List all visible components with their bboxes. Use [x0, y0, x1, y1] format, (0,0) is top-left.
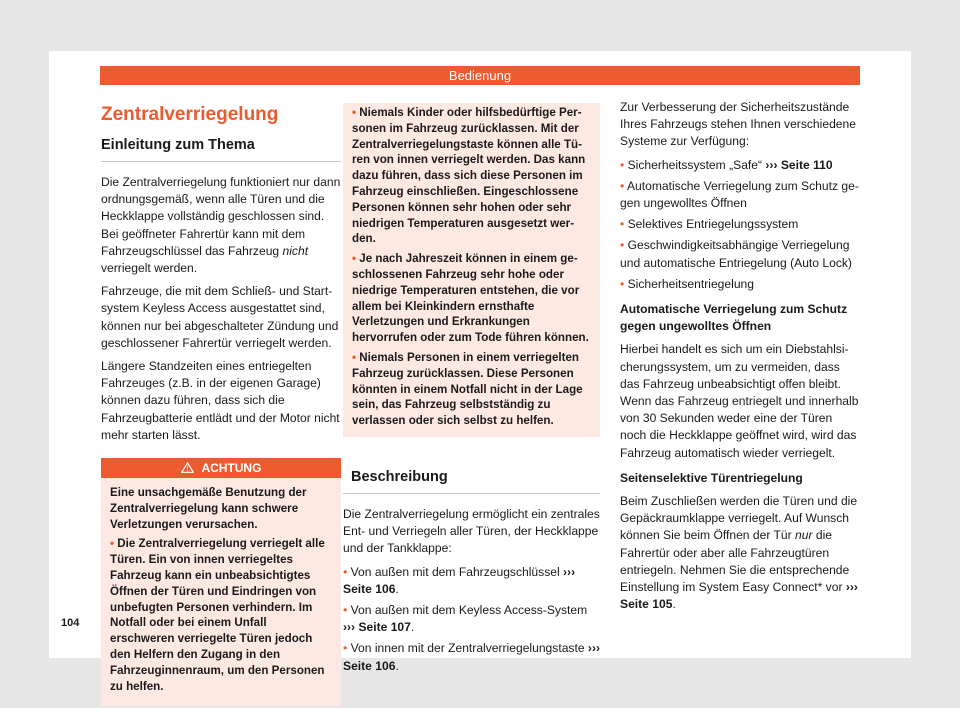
- bullet-icon: •: [620, 238, 628, 253]
- column-right: [620, 99, 860, 619]
- warning-continuation: [343, 103, 600, 437]
- warning-item: • Je nach Jahreszeit können in einem geschlossenen Fahrzeug sehr hohe oder niedrige Temperaturen entstehen, die vor allem bei Kleinkindern ernsthafte Verletzungen und Erkrankungen hervorrufen oder zum Tode führen können.: [352, 252, 589, 345]
- list-item: • Selektives Entriegelungssystem: [620, 217, 799, 232]
- subheading: Automatische Verriegelung zum Schutz gegen ungewolltes Öffnen: [620, 302, 848, 334]
- paragraph: Fahrzeuge, die mit dem Schließ- und Startsystem Keyless Access ausgestattet sind, können nur bei abgeschalteter Zündung und geschlossener Fahrertür verriegelt werden.: [101, 284, 339, 350]
- paragraph: Die Zentralverriegelung funktioniert nur dann ordnungsgemäß, wenn alle Türen und die Heckklappe vollständig geschlossen sind. Bei geöffneter Fahrertür kann mit dem Fahrzeugschlüssel das Fahrzeug nicht verriegelt werden.: [101, 175, 341, 276]
- page-reference[interactable]: ››› Seite 105: [620, 580, 858, 612]
- warning-item: • Die Zentralverriegelung verriegelt alle Türen. Ein von innen verriegeltes Fahrzeug kann ein unbeabsichtigtes Öffnen der Türen und Eindringen von unbefugten Personen verhindern. Im Notfall oder bei einem Unfall erschweren verriegelte Türen jedoch den Helfern den Zugang in den Fahrzeuginnenraum, um den Personen zu helfen.: [110, 537, 325, 693]
- warning-intro: Eine unsachgemäße Benutzung der Zentralverriegelung kann schwere Verletzungen verursachen.: [110, 486, 307, 531]
- bullet-icon: •: [110, 537, 118, 551]
- paragraph: Beim Zuschließen werden die Türen und die Gepäckraumklappe verriegelt. Auf Wunsch können Sie beim Öffnen der Tür nur die Fahrertür oder aber alle Fahrzeugtüren entriegeln. Nehmen Sie die entsprechende Einstellung im System Easy Connect* vor ››› Seite 105.: [620, 494, 858, 612]
- list-item: • Sicherheitsentriegelung: [620, 276, 755, 291]
- bullet-icon: •: [620, 217, 628, 232]
- column-left: [101, 103, 341, 706]
- page: [49, 51, 911, 693]
- page-reference[interactable]: ››› Seite 110: [765, 157, 833, 172]
- bullet-icon: •: [352, 252, 360, 266]
- paragraph: Die Zentralverriegelung ermöglicht ein zentrales Ent- und Verriegeln aller Türen, der Heckklappe und der Tankklappe:: [343, 506, 600, 556]
- list-item: • Von außen mit dem Fahrzeugschlüssel ››› Seite 106.: [343, 564, 576, 596]
- section-heading-beschreibung: Beschreibung: [343, 467, 600, 494]
- bullet-icon: •: [343, 602, 351, 617]
- page-reference[interactable]: ››› Seite 106: [343, 641, 601, 673]
- warning-body: [101, 478, 341, 706]
- bullet-icon: •: [620, 276, 628, 291]
- page-reference[interactable]: ››› Seite 107: [343, 620, 411, 635]
- warning-box: [101, 458, 341, 706]
- paragraph: Hierbei handelt es sich um ein Diebstahlsicherungssystem, um zu vermeiden, dass das Fahrzeug unbeabsichtigt offen bleibt. Wenn das Fahrzeug entriegelt und innerhalb von 30 Sekunden weder eine der Türen noch die Heckklappe geöffnet wird, wird das Fahrzeug automatisch wieder verriegelt.: [620, 342, 859, 460]
- warning-item: • Niemals Personen in einem verriegelten Fahrzeug zurücklassen. Diese Personen könnten in einem Notfall nicht in der Lage sein, das Fahrzeug selbstständig zu verlassen oder sich selbst zu helfen.: [352, 350, 583, 428]
- bullet-icon: •: [352, 350, 360, 364]
- page-reference[interactable]: ››› Seite 106: [343, 564, 576, 596]
- bullet-icon: •: [620, 178, 627, 193]
- section-heading-intro: Einleitung zum Thema: [101, 135, 341, 162]
- warning-header: [101, 458, 341, 478]
- list-item: • Von innen mit der Zentralverriegelungstaste ››› Seite 106.: [343, 641, 601, 673]
- list-item: • Automatische Verriegelung zum Schutz gegen ungewolltes Öffnen: [620, 178, 859, 211]
- paragraph: Längere Standzeiten eines entriegelten Fahrzeuges (z.B. in der eigenen Garage) können dazu führen, dass sich die Fahrzeugbatterie entlädt und der Motor nicht mehr starten lässt.: [101, 359, 340, 442]
- warning-triangle-icon: [181, 461, 202, 475]
- bullet-icon: •: [620, 157, 628, 172]
- warning-item: • Niemals Kinder oder hilfsbedürftige Personen im Fahrzeug zurücklassen. Mit der Zentralverriegelungstaste können alle Türen von innen verriegelt werden. Das kann dazu führen, dass sich diese Personen im Fahrzeug einschließen. Eingeschlossene Personen können sehr hohen oder sehr niedrigen Temperaturen ausgesetzt werden.: [352, 106, 586, 246]
- warning-label: ACHTUNG: [201, 461, 262, 476]
- page-number: 104: [61, 617, 80, 629]
- page-title: Zentralverriegelung: [101, 104, 279, 125]
- list-item: • Von außen mit dem Keyless Access-System ››› Seite 107.: [343, 602, 588, 635]
- bullet-icon: •: [352, 106, 360, 119]
- bullet-icon: •: [343, 564, 351, 579]
- subheading: Seitenselektive Türentriegelung: [620, 470, 803, 485]
- bullet-icon: •: [343, 641, 351, 656]
- column-middle: [343, 103, 600, 679]
- list-item: • Geschwindigkeitsabhängige Verriegelung und automatische Entriegelung (Auto Lock): [620, 238, 852, 270]
- paragraph: Zur Verbesserung der Sicherheitszustände Ihres Fahrzeugs stehen Ihnen verschiedene Systeme zur Verfügung:: [620, 100, 856, 149]
- list-item: • Sicherheitssystem „Safe“ ››› Seite 110: [620, 157, 833, 172]
- section-header: Bedienung: [100, 66, 860, 85]
